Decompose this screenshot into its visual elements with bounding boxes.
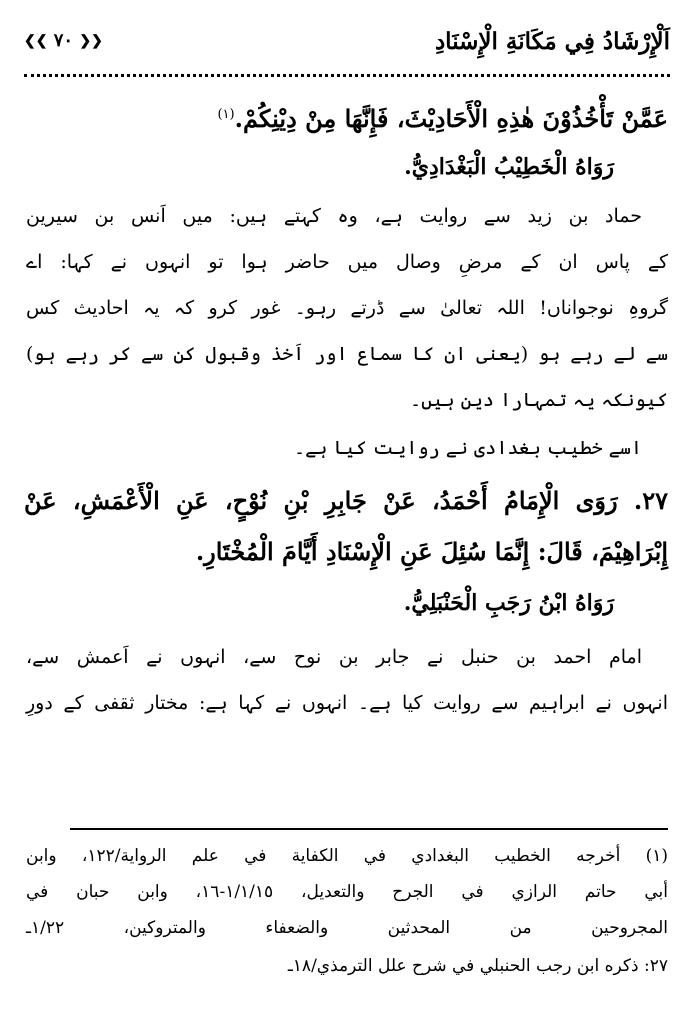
footnote-line-1: (١) أخرجه الخطيب البغدادي في الكفاية في علم الرواية/١٢٢، وابن [26, 846, 668, 866]
page-number: ٧٠ [53, 30, 74, 51]
footnote-line-4: ٢٧: ذكره ابن رجب الحنبلي في شرح علل الترمذي/١٨ـ [287, 956, 668, 976]
footnote-line-3: المجروحين من المحدثين والضعفاء والمتروكين، ١/٢٢ـ [26, 918, 668, 938]
page-header [24, 22, 670, 62]
left-ornament-icon: ❮❮ [79, 33, 103, 49]
footnote-line-2: أبي حاتم الرازي في الجرح والتعديل، ١/١/١٥-١٦، وابن حبان في [26, 882, 668, 902]
attribution-2: رَوَاهُ ابْنُ رَجَبِ الْحَنْبَلِيُّ. [403, 590, 614, 616]
urdu-line-5: کیونکہ یہ تمہارا دین ہیں۔ [410, 389, 668, 411]
arabic-quote-1-text: عَمَّنْ تَأْخُذُوْنَ هٰذِهِ الْأَحَادِيْثَ، فَإِنَّهَا مِنْ دِيْنِكُمْ. [234, 104, 668, 133]
urdu-line-2: کے پاس ان کے مرضِ وصال میں حاضر ہوا تو انہوں نے کہا: اے [26, 251, 668, 273]
hadith-27-line-1: ٢٧. رَوَى الْإِمَامُ أَحْمَدُ، عَنْ جَابِرِ بْنِ نُوْحٍ، عَنِ الْأَعْمَشِ، عَنْ [24, 486, 668, 515]
attribution-1: رَوَاهُ الْخَطِيْبُ الْبَغْدَادِيُّ. [404, 154, 614, 180]
urdu-line-1: حماد بن زید سے روایت ہے، وہ کہتے ہیں: میں اَنس بن سیرین [26, 205, 642, 227]
urdu-2-line-1: امام احمد بن حنبل نے جابر بن نوح سے، انہوں نے اَعمش سے، [26, 646, 642, 668]
urdu-2-line-2: انہوں نے ابراہیم سے روایت کیا ہے۔ انہوں نے کہا ہے: مختار ثقفی کے دورِ [26, 692, 668, 714]
arabic-quote-1 [217, 104, 668, 133]
footnote-marker: (١) [217, 107, 235, 122]
page-number-box [24, 30, 103, 51]
hadith-27-line-2: إِبْرَاهِيْمَ، قَالَ: إِنَّمَا سُئِلَ عَنِ الْإِسْنَادِ أَيَّامَ الْمُخْتَارِ. [195, 537, 668, 566]
running-title: اَلْإِرْشَادُ فِي مَكَانَةِ الْإِسْنَادِ [434, 28, 670, 55]
urdu-line-3: گروہِ نوجواناں! اللہ تعالیٰ سے ڈرتے رہو۔ غور کرو کہ یہ احادیث کس [26, 297, 668, 319]
header-divider [24, 74, 670, 77]
right-ornament-icon: ❯❯ [24, 33, 48, 49]
footnote-divider [70, 828, 668, 830]
urdu-line-4: سے لے رہے ہو (یعنی ان کا سماع اور اَخذ وقبول کن سے کر رہے ہو) [26, 343, 668, 365]
urdu-source-1: اسے خطیب بغدادی نے روایت کیا ہے۔ [294, 437, 642, 459]
